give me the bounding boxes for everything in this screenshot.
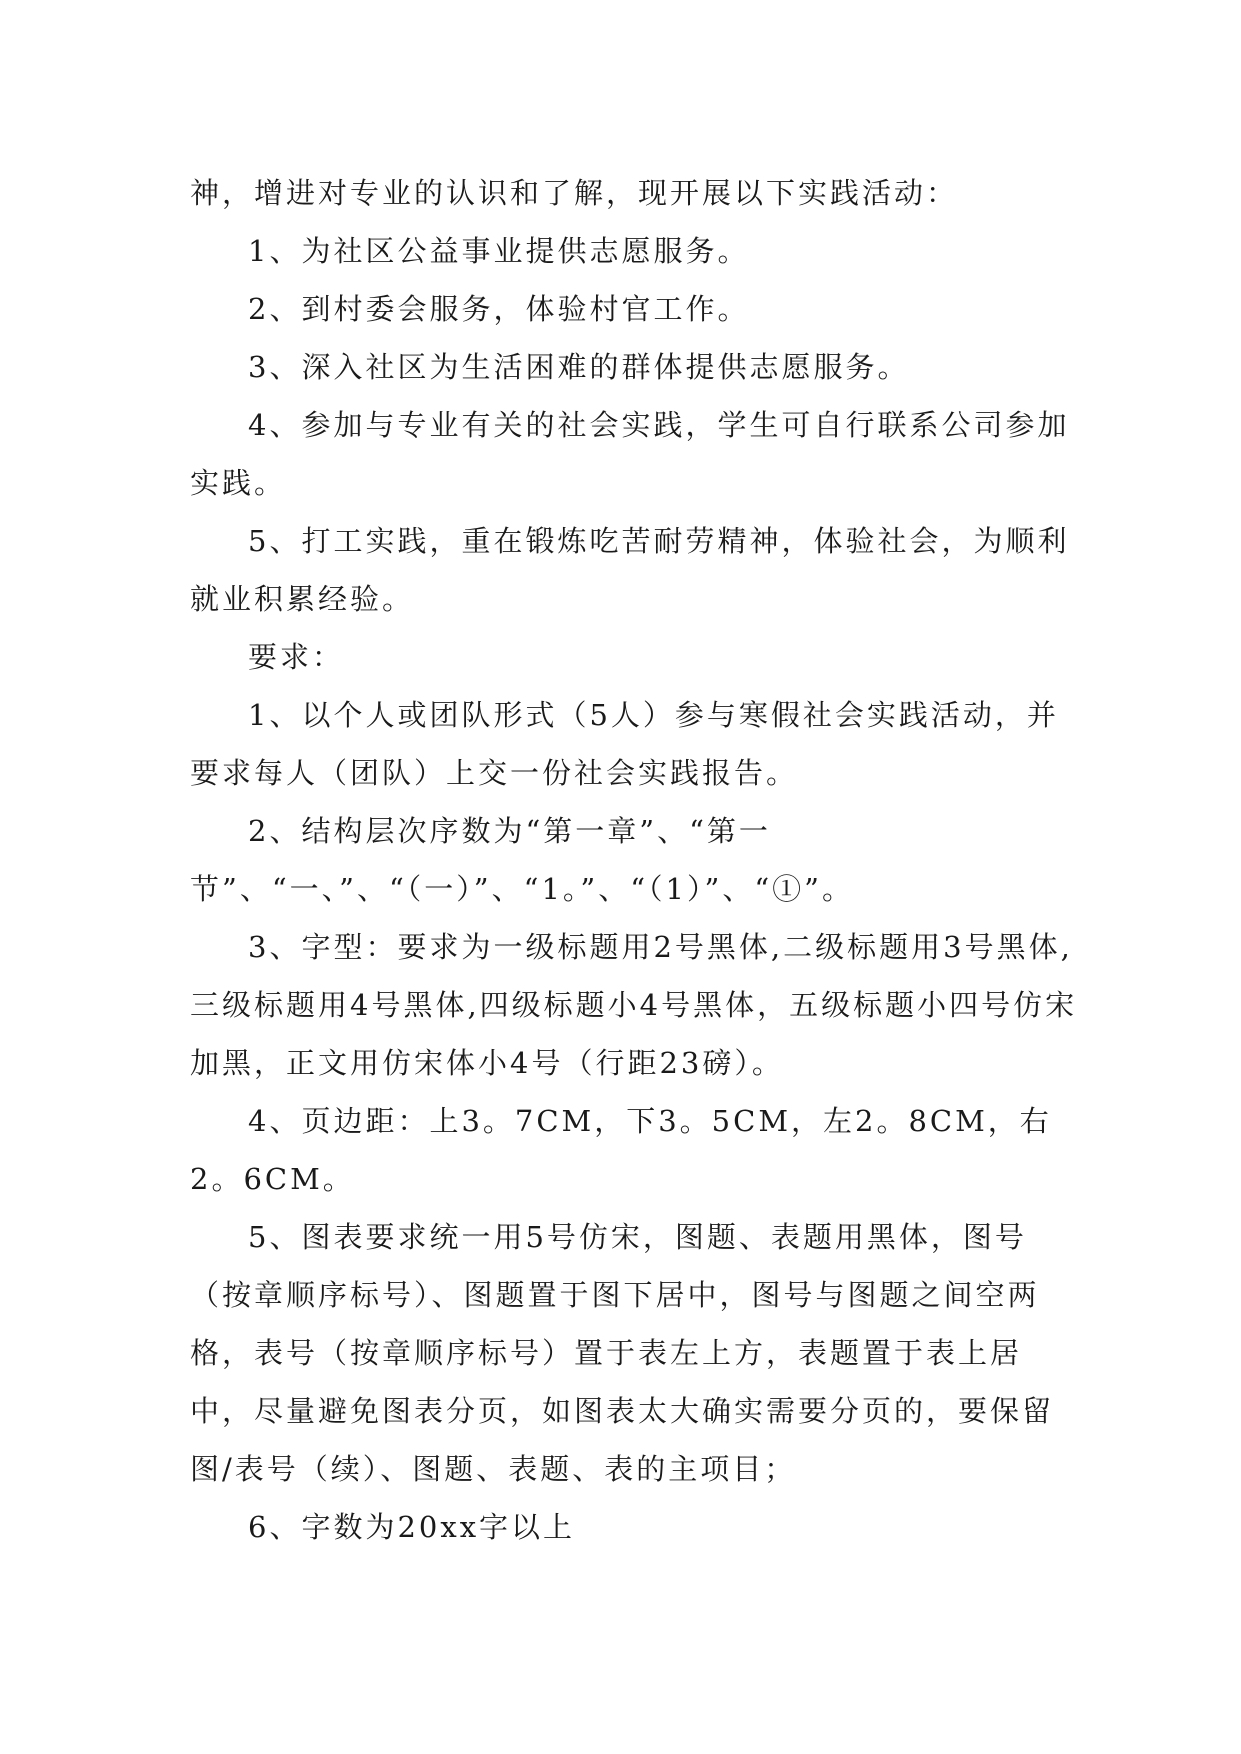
paragraph-intro-continuation: 神，增进对专业的认识和了解，现开展以下实践活动： [190, 176, 959, 210]
paragraph-requirement-2: 2、结构层次序数为“第一章”、“第一节”、“一、”、“（一）”、“1。”、“（1）”、“①”。 [190, 814, 854, 906]
paragraph-requirement-3: 3、字型：要求为一级标题用2号黑体,二级标题用3号黑体,三级标题用4号黑体,四级标题小4号黑体，五级标题小四号仿宋加黑，正文用仿宋体小4号（行距23磅）。 [190, 930, 1078, 1080]
paragraph-activity-4: 4、参加与专业有关的社会实践，学生可自行联系公司参加实践。 [190, 408, 1070, 500]
paragraph-requirement-5: 5、图表要求统一用5号仿宋，图题、表题用黑体，图号（按章顺序标号）、图题置于图下居中，图号与图题之间空两格，表号（按章顺序标号）置于表左上方，表题置于表上居中，尽量避免图表分页，如图表太大确实需要分页的，要保留图/表号（续）、图题、表题、表的主项目； [190, 1220, 1055, 1486]
document-body [190, 164, 1080, 1556]
paragraph-requirement-1: 1、以个人或团队形式（5人）参与寒假社会实践活动，并要求每人（团队）上交一份社会实践报告。 [190, 698, 1059, 790]
paragraph-activity-5: 5、打工实践，重在锻炼吃苦耐劳精神，体验社会，为顺利就业积累经验。 [190, 524, 1070, 616]
paragraph-requirement-6: 6、字数为20xx字以上 [248, 1510, 576, 1544]
paragraph-requirement-4: 4、页边距：上3。7CM，下3。5CM，左2。8CM，右2。6CM。 [190, 1104, 1052, 1196]
paragraph-activity-3: 3、深入社区为生活困难的群体提供志愿服务。 [248, 350, 910, 384]
requirements-heading: 要求： [248, 640, 345, 674]
paragraph-activity-1: 1、为社区公益事业提供志愿服务。 [248, 234, 750, 268]
paragraph-activity-2: 2、到村委会服务，体验村官工作。 [248, 292, 750, 326]
